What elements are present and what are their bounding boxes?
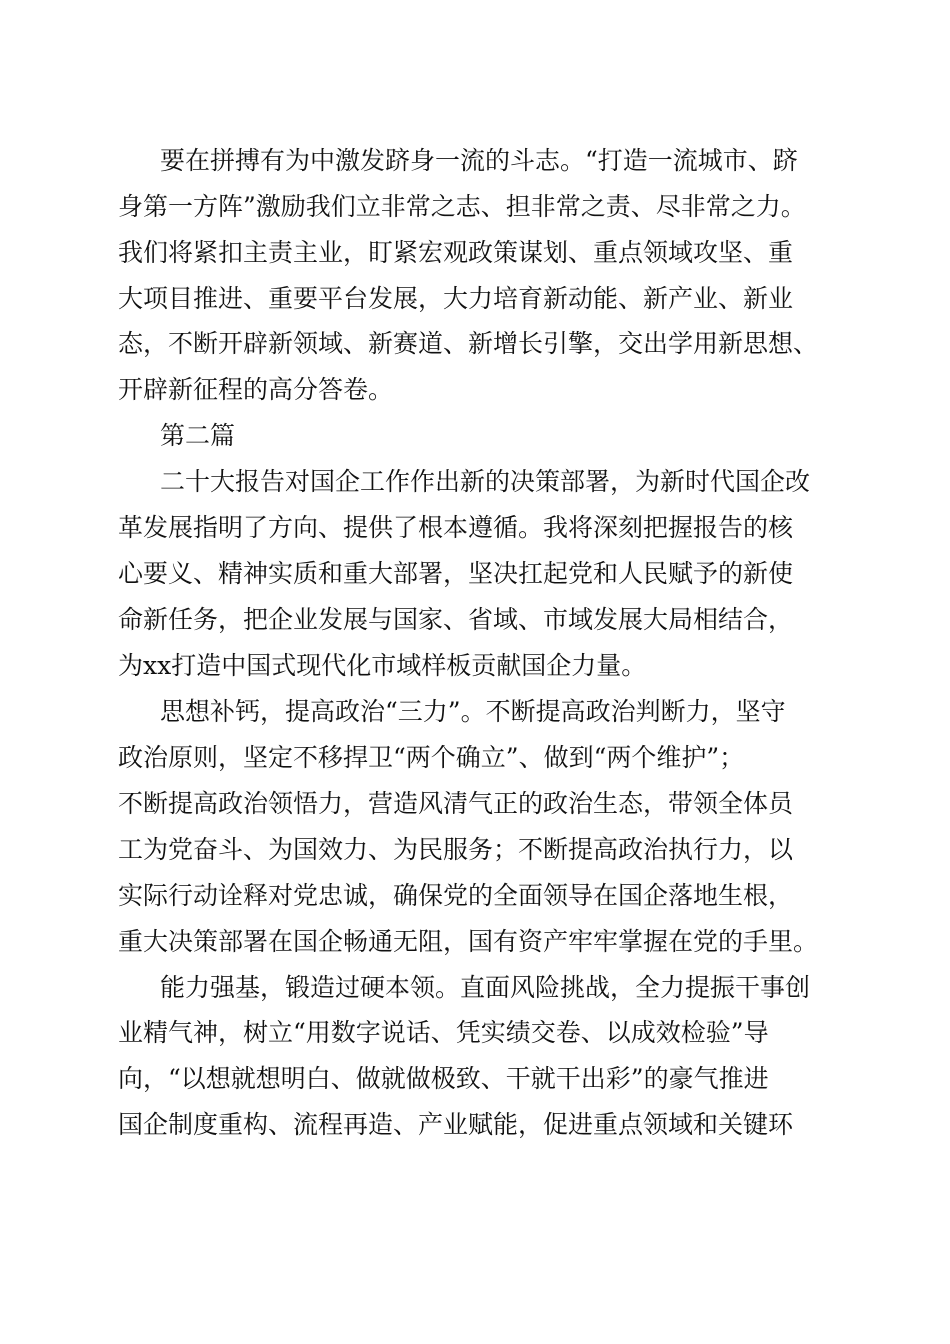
paragraph-line: 政治原则，坚定不移捍卫“两个确立”、做到“两个维护”； <box>118 743 745 772</box>
paragraph-line: 态，不断开辟新领域、新赛道、新增长引擎，交出学用新思想、 <box>118 329 819 358</box>
paragraph-line: 能力强基，锻造过硬本领。直面风险挑战，全力提振干事创 <box>160 973 811 1002</box>
section-heading: 第二篇 <box>160 421 236 450</box>
paragraph-line: 要在拼搏有为中激发跻身一流的斗志。“打造一流城市、跻 <box>160 146 798 175</box>
paragraph-line: 不断提高政治领悟力，营造风清气正的政治生态，带领全体员 <box>118 789 794 818</box>
paragraph-line: 实际行动诠释对党忠诚，确保党的全面领导在国企落地生根， <box>118 881 794 910</box>
paragraph-line: 开辟新征程的高分答卷。 <box>118 375 394 404</box>
paragraph-line: 为xx打造中国式现代化市域样板贡献国企力量。 <box>118 651 647 680</box>
paragraph-line: 身第一方阵”激励我们立非常之志、担非常之责、尽非常之力。 <box>118 192 806 221</box>
paragraph-line: 思想补钙，提高政治“三力”。不断提高政治判断力，坚守 <box>160 697 786 726</box>
paragraph-line: 向，“以想就想明白、做就做极致、干就干出彩”的豪气推进 <box>118 1064 769 1093</box>
paragraph-line: 业精气神，树立“用数字说话、凭实绩交卷、以成效检验”导 <box>118 1018 769 1047</box>
paragraph-line: 心要义、精神实质和重大部署，坚决扛起党和人民赋予的新使 <box>118 559 794 588</box>
paragraph-line: 二十大报告对国企工作作出新的决策部署，为新时代国企改 <box>160 467 811 496</box>
paragraph-line: 国企制度重构、流程再造、产业赋能，促进重点领域和关键环 <box>118 1110 794 1139</box>
paragraph-line: 革发展指明了方向、提供了根本遵循。我将深刻把握报告的核 <box>118 513 794 542</box>
paragraph-line: 命新任务，把企业发展与国家、省域、市域发展大局相结合， <box>118 605 794 634</box>
paragraph-line: 重大决策部署在国企畅通无阻，国有资产牢牢掌握在党的手里。 <box>118 927 819 956</box>
paragraph-line: 大项目推进、重要平台发展，大力培育新动能、新产业、新业 <box>118 284 794 313</box>
paragraph-line: 我们将紧扣主责主业，盯紧宏观政策谋划、重点领域攻坚、重 <box>118 238 794 267</box>
paragraph-line: 工为党奋斗、为国效力、为民服务；不断提高政治执行力，以 <box>118 835 794 864</box>
